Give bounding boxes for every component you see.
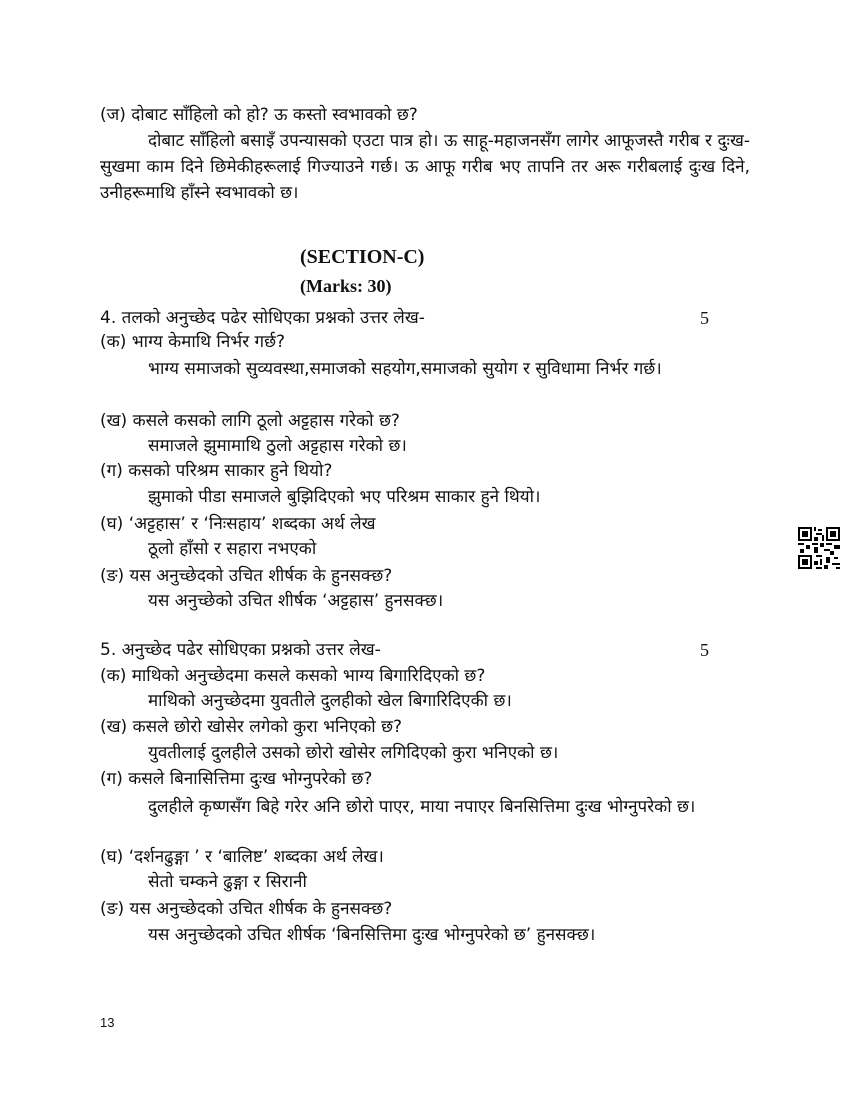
q5-item-ga-answer: दुलहीले कृष्णसँग बिहे गरेर अनि छोरो पाएर, माया नपाएर बिनसित्तिमा दुःख भोग्नुपरेको छ। [148,797,696,817]
question-ja: (ज) दोबाट साँहिलो को हो? ऊ कस्तो स्वभावको छ? [100,105,418,125]
section-marks: (Marks: 30) [300,276,392,296]
q4-item-gha-question: (घ) ‘अट्टहास’ र ‘निःसहाय’ शब्दका अर्थ लेख [100,514,376,534]
q4-item-kha-question: (ख) कसले कसको लागि ठूलो अट्टहास गरेको छ? [100,411,400,431]
q5-item-ka-answer: माथिको अनुच्छेदमा युवतीले दुलहीको खेल बिगारिदिएकी छ। [148,691,512,711]
q4-heading: 4. तलको अनुच्छेद पढेर सोधिएका प्रश्नको उत्तर लेख- [100,308,425,328]
q4-item-gha-answer: ठूलो हाँसो र सहारा नभएको [148,539,317,559]
q5-item-gha-answer: सेतो चम्कने ढुङ्गा र सिरानी [148,872,307,892]
q4-item-ka-question: (क) भाग्य केमाथि निर्भर गर्छ? [100,332,286,352]
q5-item-nga-answer: यस अनुच्छेदको उचित शीर्षक ‘बिनसित्तिमा दुःख भोग्नुपरेको छ’ हुनसक्छ। [148,925,596,945]
qr-code-icon [798,527,840,569]
q5-item-ga-question: (ग) कसले बिनासित्तिमा दुःख भोग्नुपरेको छ? [100,769,373,789]
q4-marks: 5 [700,308,709,328]
section-title: (SECTION-C) [300,246,425,268]
q5-item-gha-question: (घ) ‘दर्शनढुङ्गा ’ र ‘बालिष्ट’ शब्दका अर्थ लेख। [100,847,384,867]
q5-item-kha-question: (ख) कसले छोरो खोसेर लगेको कुरा भनिएको छ? [100,717,403,737]
page-number: 13 [100,1015,115,1030]
q4-item-ga-answer: झुमाको पीडा समाजले बुझिदिएको भए परिश्रम साकार हुने थियो। [148,487,541,507]
q4-item-nga-answer: यस अनुच्छेको उचित शीर्षक ‘अट्टहास’ हुनसक्छ। [148,591,444,611]
q5-marks: 5 [700,640,709,660]
answer-ja: दोबाट साँहिलो बसाइँ उपन्यासको एउटा पात्र हो। ऊ साहू-महाजनसँग लागेर आफूजस्तै गरीब र दुःख-सुखमा काम दिने छिमेकीहरूलाई गिज्याउने गर्छ। ऊ आफू गरीब भए तापनि तर अरू गरीबलाई दुःख दिने, उनीहरूमाथि हाँस्ने स्वभावको छ। [100,131,750,203]
q4-item-kha-answer: समाजले झुमामाथि ठुलो अट्टहास गरेको छ। [148,436,407,456]
q4-item-ga-question: (ग) कसको परिश्रम साकार हुने थियो? [100,461,333,481]
q5-item-nga-question: (ङ) यस अनुच्छेदको उचित शीर्षक के हुनसक्छ? [100,899,393,919]
q5-item-kha-answer: युवतीलाई दुलहीले उसको छोरो खोसेर लगिदिएको कुरा भनिएको छ। [148,743,559,763]
q4-item-nga-question: (ङ) यस अनुच्छेदको उचित शीर्षक के हुनसक्छ? [100,566,393,586]
q4-item-ka-answer: भाग्य समाजको सुव्यवस्था,समाजको सहयोग,समाजको सुयोग र सुविधामा निर्भर गर्छ। [148,359,662,379]
q5-item-ka-question: (क) माथिको अनुच्छेदमा कसले कसको भाग्य बिगारिदिएको छ? [100,666,486,686]
q5-heading: 5. अनुच्छेद पढेर सोधिएका प्रश्नको उत्तर लेख- [100,640,381,660]
